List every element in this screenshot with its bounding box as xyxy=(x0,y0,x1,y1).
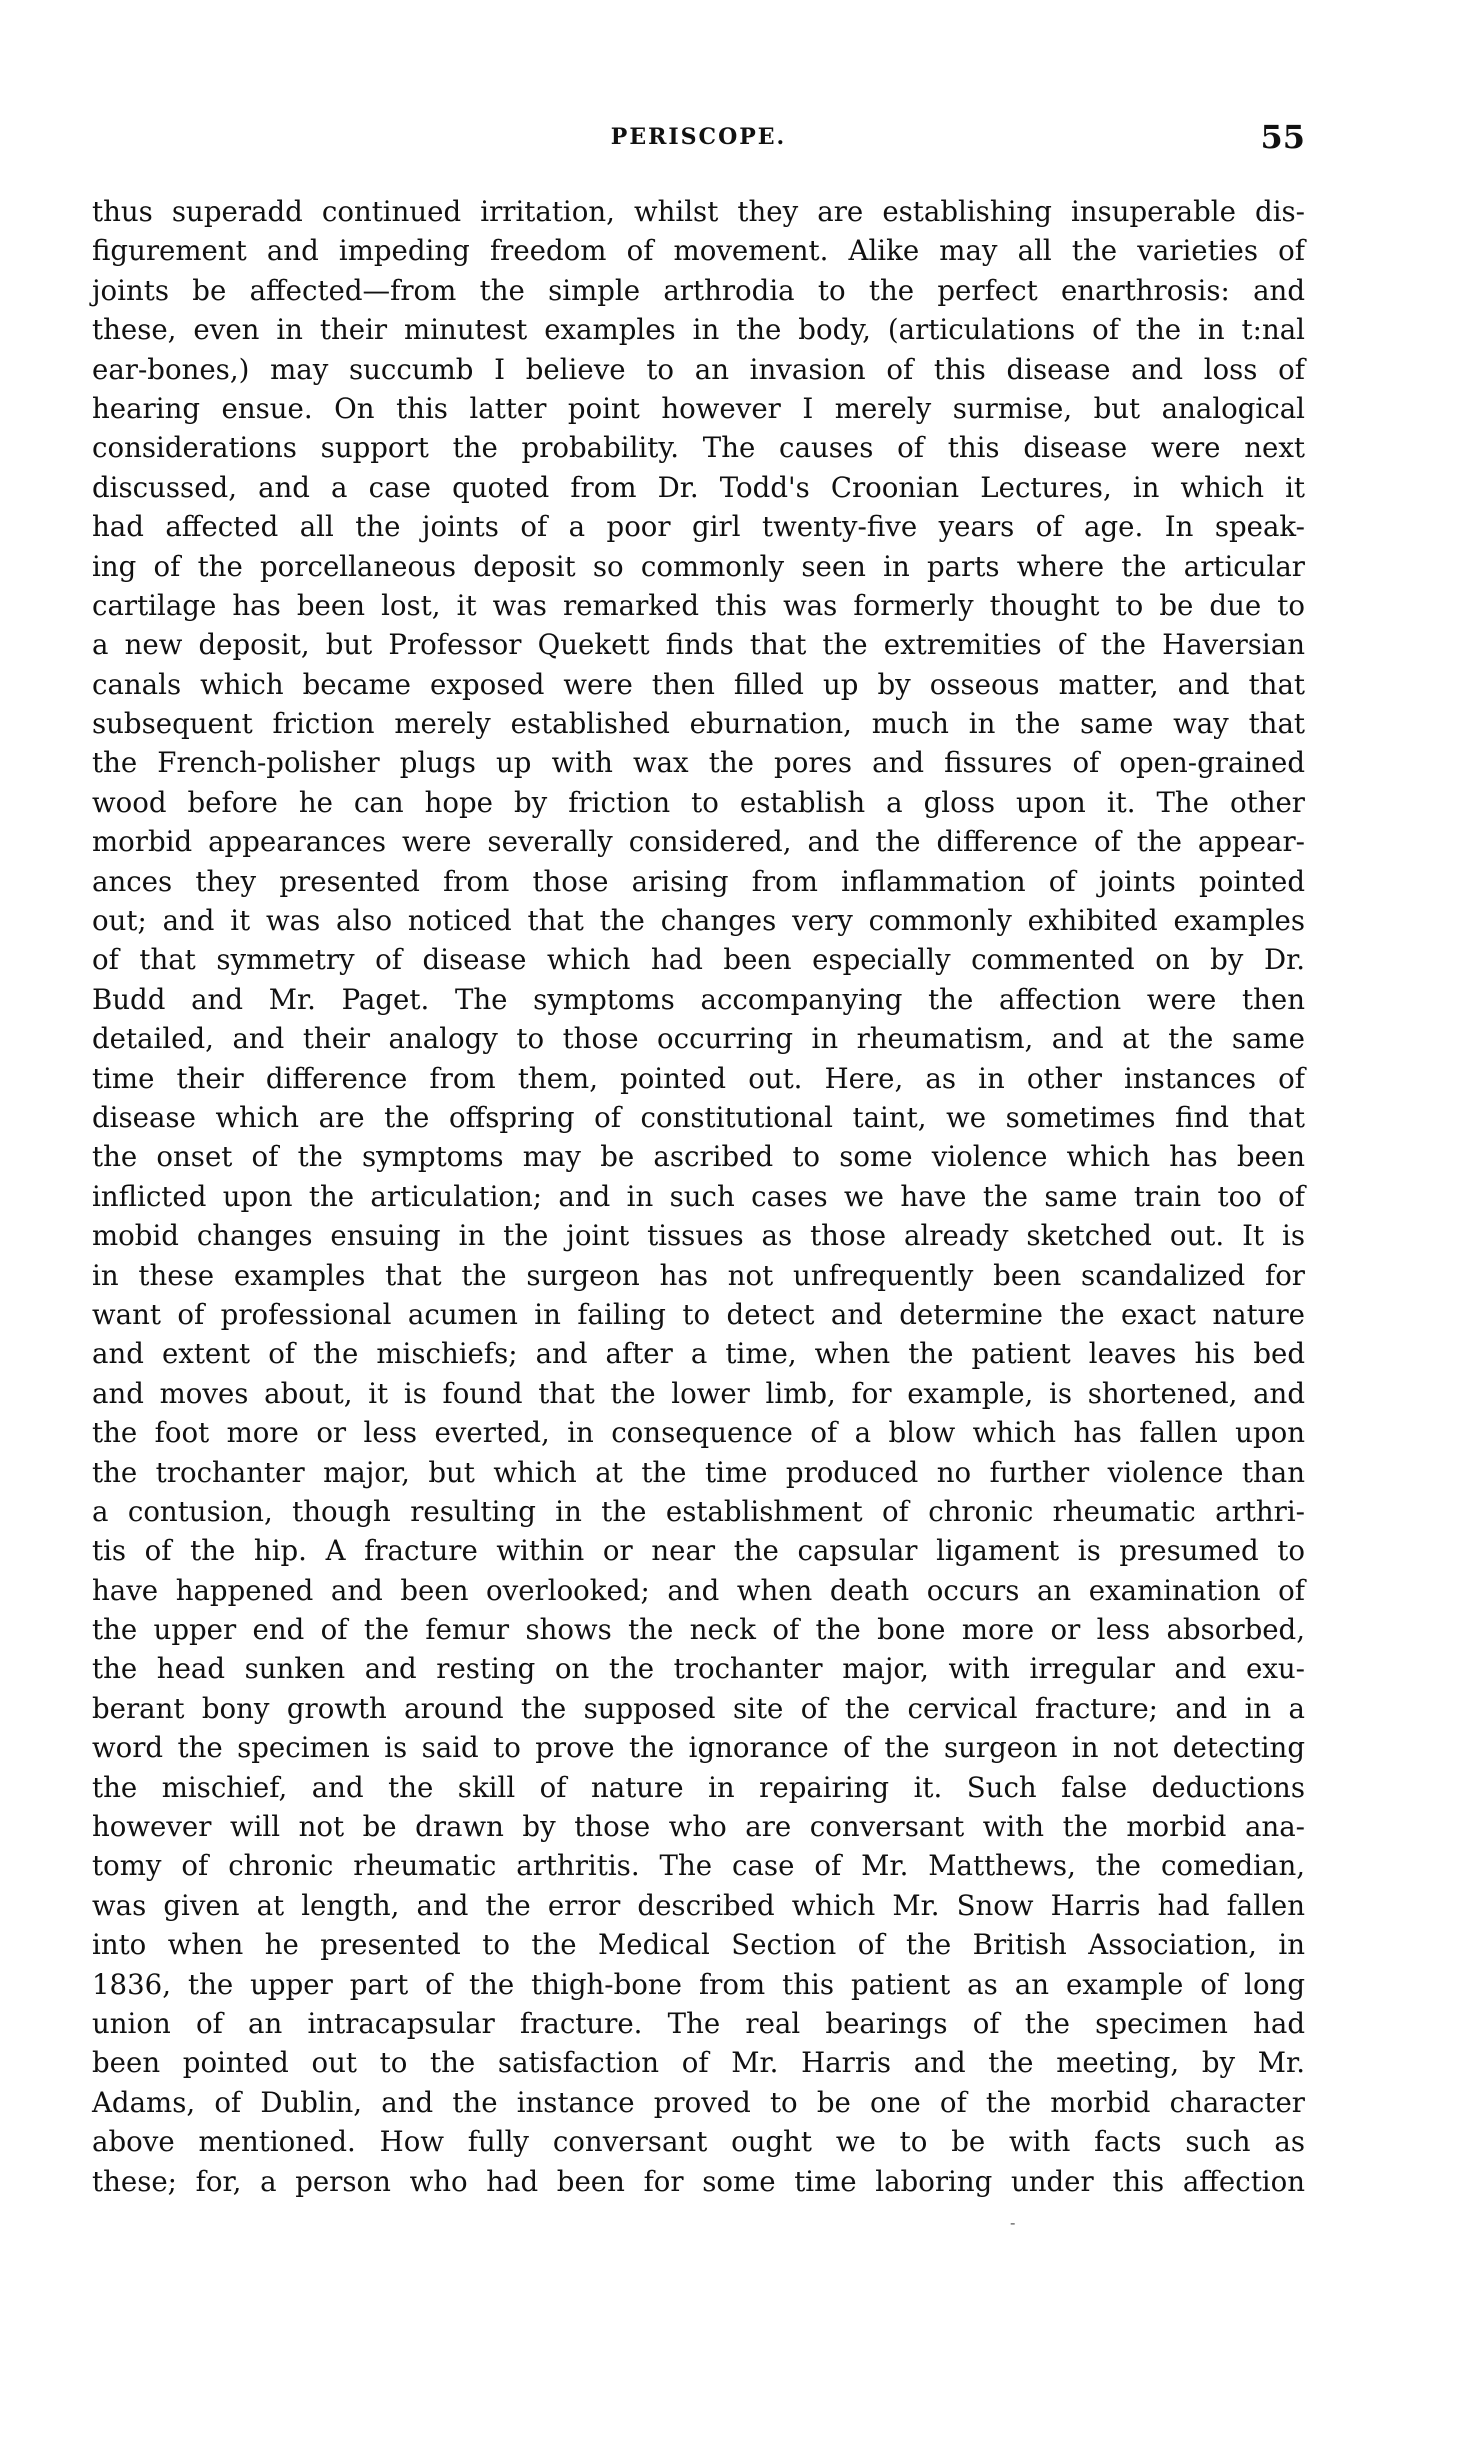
text-line: 1836, the upper part of the thigh-bone from this patient as an example of long xyxy=(92,1967,1305,2001)
text-line: detailed, and their analogy to those occurring in rheumatism, and at the same xyxy=(92,1022,1305,1056)
text-line: berant bony growth around the supposed site of the cervical fracture; and in a xyxy=(92,1691,1305,1725)
footer-mark: - xyxy=(1010,2213,1016,2232)
text-line: these, even in their minutest examples in the body, (articulations of the in t:nal xyxy=(92,313,1305,347)
text-line: Adams, of Dublin, and the instance proved to be one of the morbid character xyxy=(92,2085,1305,2119)
text-line: above mentioned. How fully conversant ought we to be with facts such as xyxy=(92,2125,1305,2159)
text-line: the head sunken and resting on the trochanter major, with irregular and exu- xyxy=(92,1652,1305,1686)
text-line: however will not be drawn by those who are conversant with the morbid ana- xyxy=(92,1810,1305,1844)
running-head xyxy=(92,118,1305,168)
text-line: word the specimen is said to prove the ignorance of the surgeon in not detecting xyxy=(92,1731,1305,1765)
text-line: these; for, a person who had been for some time laboring under this affection xyxy=(92,2164,1305,2198)
text-line: the French-polisher plugs up with wax the pores and fissures of open-grained xyxy=(92,746,1305,780)
text-line: considerations support the probability. The causes of this disease were next xyxy=(92,431,1305,465)
text-line: mobid changes ensuing in the joint tissues as those already sketched out. It is xyxy=(92,1219,1305,1253)
page-number: 55 xyxy=(1260,118,1305,156)
text-line: canals which became exposed were then filled up by osseous matter, and that xyxy=(92,667,1305,701)
text-line: the onset of the symptoms may be ascribed to some violence which has been xyxy=(92,1140,1305,1174)
text-line: wood before he can hope by friction to establish a gloss upon it. The other xyxy=(92,785,1305,819)
text-line: tomy of chronic rheumatic arthritis. The case of Mr. Matthews, the comedian, xyxy=(92,1849,1305,1883)
text-line: thus superadd continued irritation, whilst they are establishing insuperable dis- xyxy=(92,195,1305,228)
text-line: and moves about, it is found that the lower limb, for example, is shortened, and xyxy=(92,1376,1305,1410)
text-line: ear-bones,) may succumb I believe to an invasion of this disease and loss of xyxy=(92,352,1305,386)
text-line: hearing ensue. On this latter point however I merely surmise, but analogical xyxy=(92,391,1305,425)
text-line: was given at length, and the error described which Mr. Snow Harris had fallen xyxy=(92,1888,1305,1922)
text-line: the upper end of the femur shows the neck of the bone more or less absorbed, xyxy=(92,1613,1305,1647)
text-line: a contusion, though resulting in the establishment of chronic rheumatic arthri- xyxy=(92,1494,1305,1528)
text-line: been pointed out to the satisfaction of Mr. Harris and the meeting, by Mr. xyxy=(92,2046,1305,2080)
text-line: of that symmetry of disease which had been especially commented on by Dr. xyxy=(92,943,1305,977)
text-line: time their difference from them, pointed out. Here, as in other instances of xyxy=(92,1061,1305,1095)
text-line: a new deposit, but Professor Quekett finds that the extremities of the Haversian xyxy=(92,628,1305,662)
text-line: the trochanter major, but which at the time produced no further violence than xyxy=(92,1455,1305,1489)
text-line: subsequent friction merely established eburnation, much in the same way that xyxy=(92,707,1305,741)
text-line: cartilage has been lost, it was remarked this was formerly thought to be due to xyxy=(92,588,1305,622)
text-line: union of an intracapsular fracture. The real bearings of the specimen had xyxy=(92,2006,1305,2040)
text-line: Budd and Mr. Paget. The symptoms accompanying the affection were then xyxy=(92,982,1305,1016)
running-title: PERISCOPE. xyxy=(610,124,787,150)
text-line: joints be affected—from the simple arthrodia to the perfect enarthrosis: and xyxy=(92,273,1305,307)
text-line: in these examples that the surgeon has not unfrequently been scandalized for xyxy=(92,1258,1305,1292)
text-line: the foot more or less everted, in consequence of a blow which has fallen upon xyxy=(92,1416,1305,1450)
text-line: tis of the hip. A fracture within or near the capsular ligament is presumed to xyxy=(92,1534,1305,1568)
body-paragraph xyxy=(92,192,1305,2201)
text-line: discussed, and a case quoted from Dr. Todd's Croonian Lectures, in which it xyxy=(92,470,1305,504)
text-line: figurement and impeding freedom of movement. Alike may all the varieties of xyxy=(92,234,1305,268)
text-line: ances they presented from those arising from inflammation of joints pointed xyxy=(92,864,1305,898)
text-line: had affected all the joints of a poor girl twenty-five years of age. In speak- xyxy=(92,510,1305,544)
text-line: the mischief, and the skill of nature in repairing it. Such false deductions xyxy=(92,1770,1305,1804)
text-line: and extent of the mischiefs; and after a time, when the patient leaves his bed xyxy=(92,1337,1305,1371)
text-line: morbid appearances were severally considered, and the difference of the appear- xyxy=(92,825,1305,859)
text-line: out; and it was also noticed that the changes very commonly exhibited examples xyxy=(92,904,1305,938)
text-line: disease which are the offspring of constitutional taint, we sometimes find that xyxy=(92,1100,1305,1134)
text-line: ing of the porcellaneous deposit so commonly seen in parts where the articular xyxy=(92,549,1305,583)
text-line: want of professional acumen in failing to detect and determine the exact nature xyxy=(92,1297,1305,1331)
text-line: inflicted upon the articulation; and in such cases we have the same train too of xyxy=(92,1179,1305,1213)
text-line: have happened and been overlooked; and when death occurs an examination of xyxy=(92,1573,1305,1607)
text-line: into when he presented to the Medical Section of the British Association, in xyxy=(92,1928,1305,1962)
